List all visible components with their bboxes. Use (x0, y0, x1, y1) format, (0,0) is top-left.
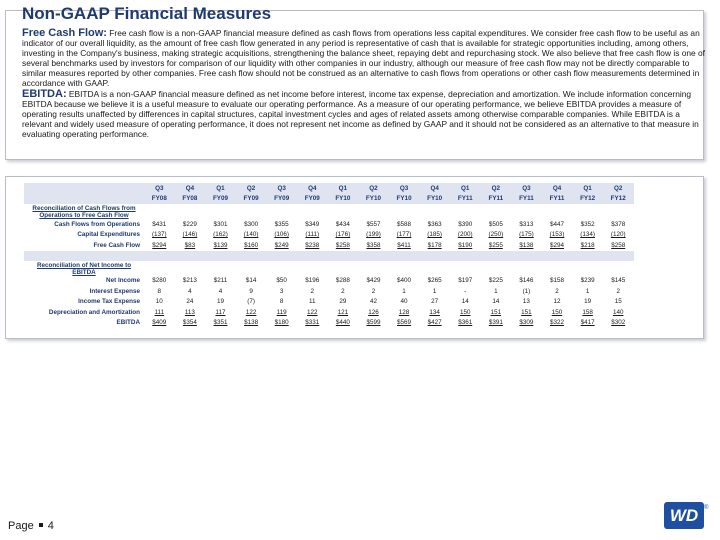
table-row (24, 230, 634, 241)
table-cell: 2 (341, 287, 345, 295)
table-cell: $363 (427, 220, 442, 228)
table-cell: 19 (584, 298, 592, 306)
ebitda-text: EBITDA is a non-GAAP financial measure defined as net income before interest, income tax expense, depreciation and amortization. We include information concerning EBITDA because we believe it is a useful measure to evaluate our operating performance. As a measure of our operating performance, we believe EBITDA provides a measure of operating results unaffected by differences in capital structures, capital investment cycles and ages of related assets among otherwise comparable companies. While EBITDA is a relevant and widely used measure of operating performance, it does not represent net income as defined by GAAP and it should not be considered as an alternative to that measure in evaluating operating performance. (22, 88, 699, 139)
table-cell: 1 (402, 287, 406, 295)
quarter-header-row-cell: Q4 (419, 183, 450, 194)
quarter-header-row-cell: Q3 (144, 183, 175, 194)
table-cell: $280 (152, 277, 167, 285)
row-label: Depreciation and Amortization (48, 308, 140, 316)
row-label: Income Tax Expense (78, 298, 140, 306)
table-cell: $239 (580, 277, 595, 285)
table-cell: $255 (488, 241, 503, 249)
table-cell: $505 (488, 220, 503, 228)
table-cell: $146 (519, 277, 534, 285)
table-cell: $294 (550, 241, 565, 249)
table-cell: $238 (305, 241, 320, 249)
table-cell: $429 (366, 277, 381, 285)
row-label: Interest Expense (89, 287, 140, 295)
table-cell: (177) (396, 231, 412, 239)
quarter-header-row-cell: Q1 (205, 183, 236, 194)
year-header-row-cell: FY09 (297, 194, 328, 205)
table-row (24, 219, 634, 230)
table-cell: 3 (279, 287, 284, 295)
table-cell: $358 (366, 241, 381, 249)
year-header-row-cell: FY10 (419, 194, 450, 205)
table-cell: 122 (307, 308, 318, 316)
table-cell: $196 (305, 277, 320, 285)
year-header-row-cell: FY11 (450, 194, 481, 205)
table-row (24, 307, 634, 318)
table-cell: $138 (244, 319, 259, 327)
table-cell: $180 (274, 319, 289, 327)
reconciliation-table (24, 183, 634, 328)
quarter-header-row-cell: Q2 (236, 183, 267, 194)
table-cell: $145 (611, 277, 626, 285)
table-cell: 2 (310, 287, 315, 295)
table-cell: $138 (519, 241, 534, 249)
bullet-icon (39, 523, 43, 527)
quarter-header-row-cell: Q2 (603, 183, 634, 194)
year-header-row-cell: FY10 (358, 194, 389, 205)
table-cell: $378 (611, 220, 626, 228)
table-cell: (185) (427, 231, 442, 239)
table-cell: $354 (182, 319, 197, 327)
table-cell: 1 (585, 287, 590, 295)
table-cell: $14 (245, 277, 257, 285)
table-cell: $218 (580, 241, 595, 249)
section-row-cash-flow (24, 204, 634, 219)
band-row (24, 251, 634, 261)
quarter-header-row-cell: Q1 (328, 183, 359, 194)
table-cell: $351 (213, 319, 228, 327)
table-row (24, 240, 634, 251)
section-label: Reconciliation of Net Income to EBITDA (36, 261, 132, 276)
table-cell: $409 (152, 319, 167, 327)
quarter-header-row-cell: Q2 (358, 183, 389, 194)
quarter-header-row-cell: Q4 (542, 183, 573, 194)
table-cell: 42 (369, 298, 377, 306)
quarter-header-row-cell: Q4 (297, 183, 328, 194)
year-header-row-cell: FY08 (175, 194, 206, 205)
table-cell: $557 (366, 220, 381, 228)
quarter-header-row-cell: Q3 (266, 183, 297, 194)
table-cell: 128 (398, 308, 410, 316)
row-label: EBITDA (116, 319, 140, 327)
table-row (24, 286, 634, 297)
table-cell: 122 (245, 308, 257, 316)
table-cell: 12 (553, 298, 561, 306)
page-footer (8, 520, 54, 532)
table-cell: $213 (182, 277, 197, 285)
wd-logo: WD (664, 502, 704, 529)
table-cell: (120) (610, 231, 626, 239)
table-cell: $313 (519, 220, 534, 228)
row-label: Capital Expenditures (77, 231, 140, 239)
table-cell: $258 (335, 241, 350, 249)
year-header-row-cell: FY08 (144, 194, 175, 205)
table-cell: (146) (182, 231, 198, 239)
year-header-row-cell: FY11 (481, 194, 512, 205)
year-header-row-cell: FY12 (572, 194, 603, 205)
table-cell: 10 (155, 298, 163, 306)
table-cell: 1 (432, 287, 437, 295)
ebitda-heading: EBITDA: (22, 87, 67, 100)
table-cell: $197 (458, 277, 473, 285)
quarter-header-row-cell: Q1 (450, 183, 481, 194)
body-text (22, 28, 706, 139)
table-cell: $83 (184, 241, 196, 249)
table-cell: 29 (339, 298, 347, 306)
table-cell: 19 (216, 298, 224, 306)
table-cell: (175) (519, 231, 534, 239)
table-cell: $294 (152, 241, 167, 249)
table-cell: 158 (582, 308, 593, 316)
table-cell: $599 (366, 319, 381, 327)
table-cell: $355 (274, 220, 289, 228)
table-cell: $258 (611, 241, 626, 249)
table-cell: (137) (151, 231, 167, 239)
table-cell: 117 (215, 308, 226, 316)
table-cell: 14 (461, 298, 469, 306)
table-cell: 9 (249, 287, 253, 295)
table-cell: 151 (490, 308, 502, 316)
table-cell: $178 (427, 241, 442, 249)
year-header-row-cell: FY10 (328, 194, 359, 205)
quarter-header-row (24, 183, 634, 194)
ebitda-paragraph (22, 89, 706, 139)
year-header-row-cell: FY11 (542, 194, 573, 205)
quarter-header-row-cell: Q3 (511, 183, 542, 194)
table-cell: $447 (550, 220, 565, 228)
table-cell: $309 (519, 319, 534, 327)
table-cell: $300 (244, 220, 259, 228)
table-cell: 113 (184, 308, 195, 316)
table-cell: 119 (276, 308, 287, 316)
table-cell: $211 (213, 277, 228, 285)
year-header-row (24, 194, 634, 205)
table-cell: $265 (427, 277, 442, 285)
table-cell: 13 (522, 298, 530, 306)
fcf-text: Free cash flow is a non-GAAP financial measure defined as cash flows from operations less capital expenditures. We consider free cash flow to be useful as an indicator of our overall liquidity, as the amount of free cash flow generated in any period is representative of cash that is available for strategic opportunities including, among others, investing in the Company's business, making strategic acquisitions, strengthening the balance sheet, repaying debt and repurchasing stock. We also believe that free cash flow is one of several benchmarks used by investors for comparison of our liquidity with other companies in our industry, although our measure of free cash flow may not be directly comparable to similar measures reported by other companies. Free cash flow should not be construed as an alternative to cash flows from operations or other cash flow measurements determined in accordance with GAAP. (22, 28, 706, 89)
table-cell: (140) (243, 231, 259, 239)
table-cell: 2 (371, 287, 376, 295)
table-cell: $431 (152, 220, 167, 228)
table-cell: $331 (305, 319, 320, 327)
year-header-row-cell: FY10 (389, 194, 420, 205)
table-cell: $288 (335, 277, 350, 285)
table-cell: $440 (335, 319, 350, 327)
table-cell: (111) (305, 231, 320, 239)
table-cell: $322 (550, 319, 565, 327)
year-header-row-cell: FY12 (603, 194, 634, 205)
table-cell: 151 (521, 308, 532, 316)
table-cell: $390 (458, 220, 473, 228)
page-title: Non-GAAP Financial Measures (22, 4, 272, 23)
row-label: Net Income (106, 277, 140, 285)
table-cell: $301 (213, 220, 228, 228)
table-cell: 27 (431, 298, 439, 306)
table-cell: $158 (550, 277, 565, 285)
table-cell: $417 (580, 319, 595, 327)
table-cell: 2 (616, 287, 620, 295)
table-cell: 126 (368, 308, 379, 316)
table-cell: 15 (614, 298, 622, 306)
table-cell: 24 (186, 298, 194, 306)
table-cell: $139 (213, 241, 228, 249)
table-row (24, 276, 634, 287)
table-cell: 4 (188, 287, 192, 295)
header-blank (24, 183, 144, 194)
table-cell: $160 (244, 241, 259, 249)
table-cell: 4 (218, 287, 223, 295)
table-cell: $229 (182, 220, 197, 228)
table-cell: 8 (279, 298, 284, 306)
table-cell: (153) (549, 231, 565, 239)
quarter-header-row-cell: Q3 (389, 183, 420, 194)
year-header-row-cell: FY11 (511, 194, 542, 205)
table-cell: $302 (611, 319, 626, 327)
table-cell: 111 (154, 308, 165, 316)
table-cell: 134 (429, 308, 440, 316)
table-cell: $411 (397, 241, 411, 249)
table-cell: (134) (580, 231, 595, 239)
table-cell: $50 (276, 277, 287, 285)
table-cell: (106) (274, 231, 290, 239)
table-cell: $427 (427, 319, 442, 327)
table-cell: $400 (397, 277, 412, 285)
table-cell: 2 (555, 287, 559, 295)
year-header-row-cell: FY09 (205, 194, 236, 205)
table-cell: $352 (580, 220, 595, 228)
fcf-paragraph (22, 28, 706, 89)
table-cell: 14 (492, 298, 500, 306)
table-cell: 150 (551, 308, 563, 316)
table-cell: $434 (335, 220, 350, 228)
table-cell: $361 (458, 319, 473, 327)
page-number: 4 (47, 520, 54, 532)
quarter-header-row-cell: Q1 (572, 183, 603, 194)
table-cell: $349 (305, 220, 320, 228)
table-row (24, 318, 634, 329)
table-cell: 1 (494, 287, 498, 295)
fcf-heading: Free Cash Flow: (22, 27, 107, 39)
table-cell: 140 (612, 308, 624, 316)
table-cell: 150 (459, 308, 471, 316)
quarter-header-row-cell: Q2 (481, 183, 512, 194)
registered-mark: ® (704, 505, 709, 511)
year-header-row-cell: FY09 (266, 194, 297, 205)
table-cell: $249 (274, 241, 289, 249)
table-cell: (7) (247, 298, 255, 306)
table-cell: $588 (397, 220, 412, 228)
year-header-row-cell: FY09 (236, 194, 267, 205)
table-cell: 8 (157, 287, 162, 295)
section-row-ebitda (24, 261, 634, 276)
row-label: Cash Flows from Operations (54, 220, 140, 228)
table-cell: 40 (400, 298, 408, 306)
table-cell: (250) (488, 231, 504, 239)
table-cell: (1) (522, 287, 531, 295)
table-cell: 11 (308, 298, 316, 306)
table-cell: (200) (457, 231, 473, 239)
table-cell: $190 (458, 241, 473, 249)
table-cell: $225 (488, 277, 503, 285)
table-cell: (199) (366, 231, 381, 239)
table-cell: - (464, 287, 467, 295)
header-blank (24, 194, 144, 205)
table-cell: 121 (337, 308, 349, 316)
table-row (24, 297, 634, 308)
section-label: Reconciliation of Cash Flows from Operations to Free Cash Flow (32, 205, 136, 219)
table-cell: (162) (213, 231, 228, 239)
quarter-header-row-cell: Q4 (175, 183, 206, 194)
table-cell: $569 (397, 319, 412, 327)
page-label: Page (8, 520, 34, 532)
table-cell: $391 (488, 319, 503, 327)
row-label: Free Cash Flow (93, 241, 140, 249)
table-cell: (176) (335, 231, 351, 239)
